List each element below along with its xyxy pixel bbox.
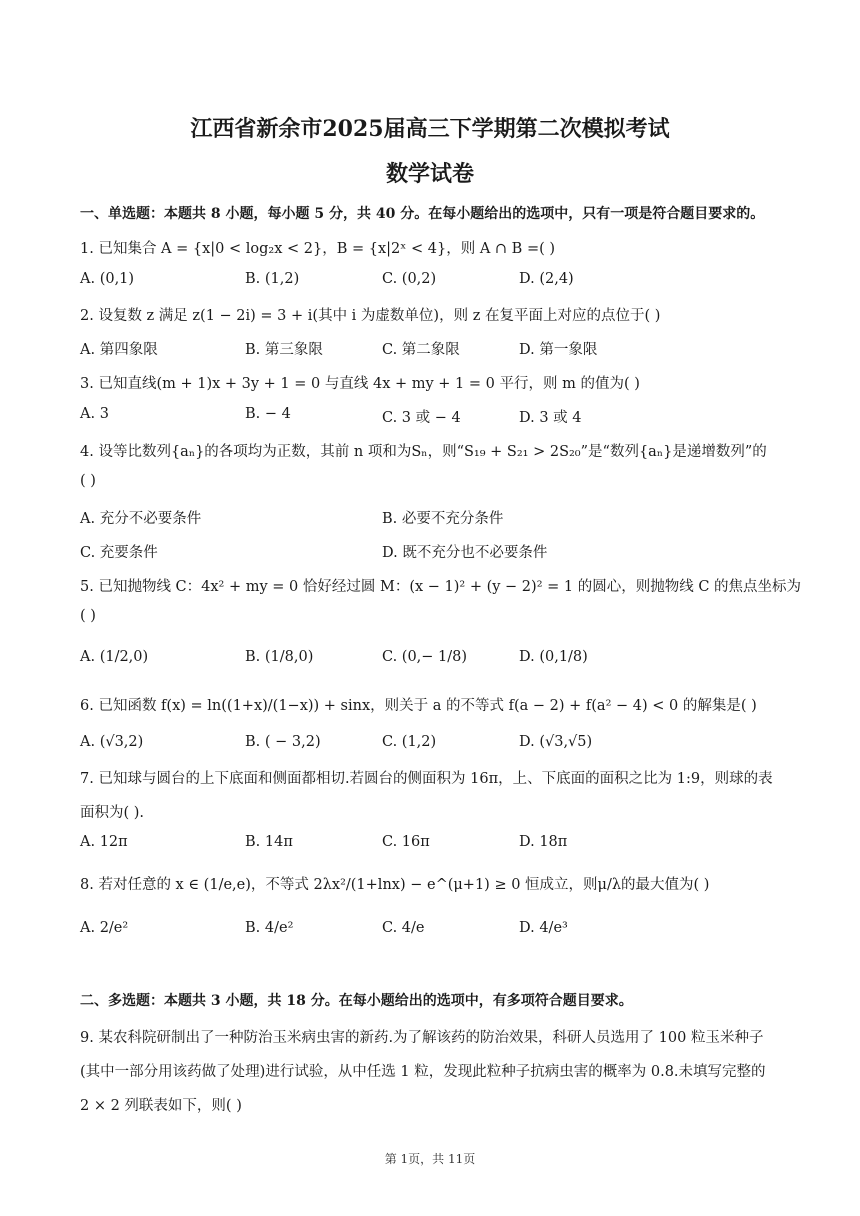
question-6-option-c: C. (1,2) [382,734,437,750]
question-2-option-b: B. 第三象限 [245,342,323,358]
question-3-stem: 3. 已知直线(m + 1)x + 3y + 1 = 0 与直线 4x + my + 1 = 0 平行，则 m 的值为( ) [80,376,640,392]
question-3-option-b: B. − 4 [245,406,291,422]
question-8-option-c: C. 4/e [382,920,425,936]
question-5-option-d: D. (0,1/8) [519,649,588,665]
exam-subtitle: 数学试卷 [385,161,474,187]
question-4-option-c: C. 充要条件 [80,545,158,561]
question-8-option-d: D. 4/e³ [519,920,568,936]
question-3-option-a: A. 3 [80,406,109,422]
question-4-option-b: B. 必要不充分条件 [382,511,504,527]
question-8-stem: 8. 若对任意的 x ∈ (1/e,e)，不等式 2λx²/(1+lnx) − e^(μ+1) ≥ 0 恒成立，则μ/λ的最大值为( ) [80,877,710,893]
question-2-option-a: A. 第四象限 [80,342,158,358]
question-2-option-c: C. 第二象限 [382,342,460,358]
question-2-stem: 2. 设复数 z 满足 z(1 − 2i) = 3 + i(其中 i 为虚数单位)，则 z 在复平面上对应的点位于( ) [80,308,661,324]
question-9-line-1: 9. 某农科院研制出了一种防治玉米病虫害的新药.为了解该药的防治效果，科研人员选用了 100 粒玉米种子 [80,1030,764,1046]
question-6-option-d: D. (√3,√5) [519,734,593,750]
question-7-option-b: B. 14π [245,834,293,850]
question-2-option-d: D. 第一象限 [519,342,598,358]
question-7-stem-cont: 面积为( ). [80,805,145,821]
question-8-option-b: B. 4/e² [245,920,294,936]
question-1-stem: 1. 已知集合 A = {x|0 < log₂x < 2}，B = {x|2ˣ < 4}，则 A ∩ B =( ) [80,241,556,257]
section-1-heading: 一、单选题：本题共 8 小题，每小题 5 分，共 40 分。在每小题给出的选项中，只有一项是符合题目要求的。 [80,206,765,222]
question-5-option-a: A. (1/2,0) [80,649,149,665]
question-5-stem: 5. 已知抛物线 C：4x² + my = 0 恰好经过圆 M：(x − 1)² + (y − 2)² = 1 的圆心，则抛物线 C 的焦点坐标为 [80,579,802,595]
question-1-option-a: A. (0,1) [80,271,135,287]
question-7-option-a: A. 12π [80,834,128,850]
question-4-option-a: A. 充分不必要条件 [80,511,202,527]
question-9-line-3: 2 × 2 列联表如下，则( ) [80,1098,242,1114]
question-5-option-b: B. (1/8,0) [245,649,314,665]
question-6-option-a: A. (√3,2) [80,734,144,750]
question-4-option-d: D. 既不充分也不必要条件 [382,545,548,561]
question-7-stem: 7. 已知球与圆台的上下底面和侧面都相切.若圆台的侧面积为 16π，上、下底面的面积之比为 1:9，则球的表 [80,771,773,787]
question-5-stem-cont: ( ) [80,608,96,624]
question-4-stem: 4. 设等比数列{aₙ}的各项均为正数，其前 n 项和为Sₙ，则“S₁₉ + S₂₁ > 2S₂₀”是“数列{aₙ}是递增数列”的 [80,444,767,460]
section-2-heading: 二、多选题：本题共 3 小题，共 18 分。在每小题给出的选项中，有多项符合题目要求。 [80,993,633,1009]
question-9-line-2: (其中一部分用该药做了处理)进行试验，从中任选 1 粒，发现此粒种子抗病虫害的概率为 0.8.未填写完整的 [80,1064,766,1080]
question-4-stem-cont: ( ) [80,473,96,489]
question-3-option-c: C. 3 或 − 4 [382,410,461,426]
question-3-option-d: D. 3 或 4 [519,410,582,426]
question-8-option-a: A. 2/e² [80,920,129,936]
page-footer: 第 1页，共 11页 [384,1152,476,1166]
question-6-option-b: B. ( − 3,2) [245,734,321,750]
exam-title: 江西省新余市2025届高三下学期第二次模拟考试 [190,116,670,142]
question-1-option-d: D. (2,4) [519,271,574,287]
question-1-option-b: B. (1,2) [245,271,300,287]
question-7-option-d: D. 18π [519,834,568,850]
question-1-option-c: C. (0,2) [382,271,437,287]
question-7-option-c: C. 16π [382,834,430,850]
question-5-option-c: C. (0,− 1/8) [382,649,468,665]
question-6-stem: 6. 已知函数 f(x) = ln((1+x)/(1−x)) + sinx，则关于 a 的不等式 f(a − 2) + f(a² − 4) < 0 的解集是( ) [80,698,757,714]
